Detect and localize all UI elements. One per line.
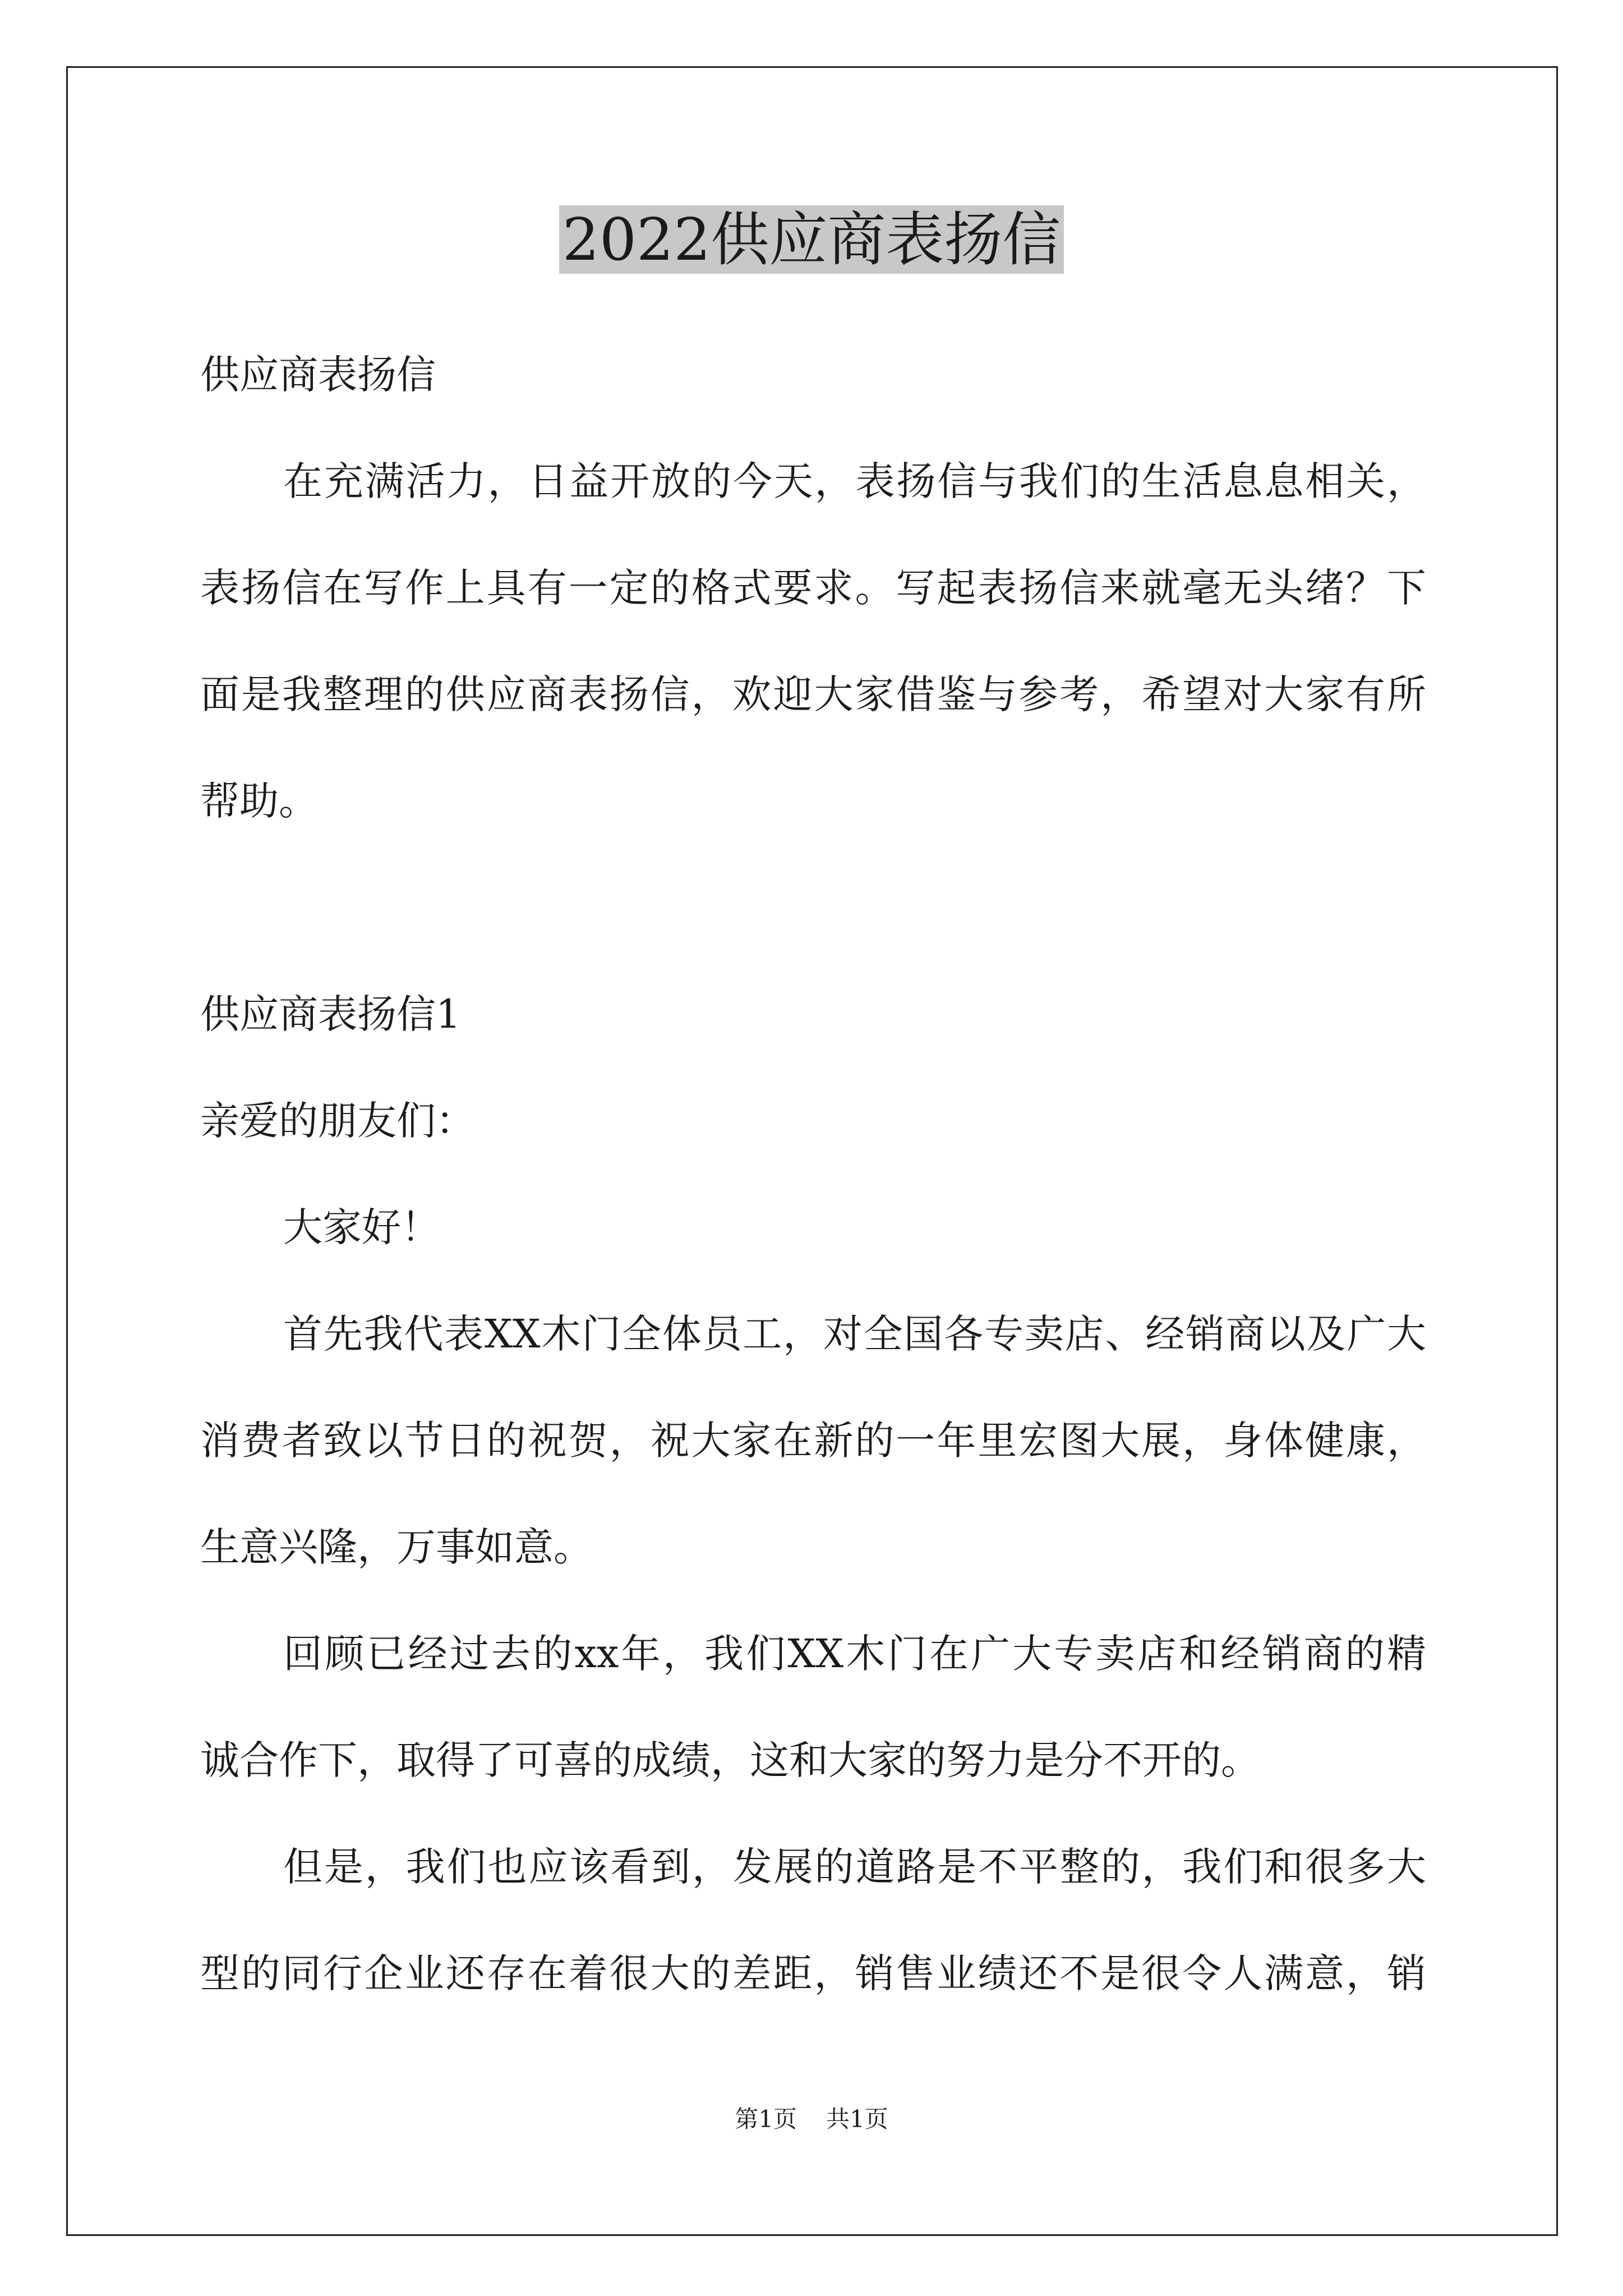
paragraph-line: 首先我代表XX木门全体员工，对全国各专卖店、经销商以及广大: [283, 1311, 1426, 1357]
section-heading: 供应商表扬信1: [200, 991, 461, 1037]
page-number: 第1页: [735, 2105, 797, 2133]
page-total: 共1页: [826, 2105, 888, 2133]
salutation: 亲爱的朋友们：: [200, 1098, 475, 1144]
document-title: [0, 197, 1623, 282]
paragraph-line: 在充满活力，日益开放的今天，表扬信与我们的生活息息相关，: [283, 458, 1426, 504]
paragraph-line: 面是我整理的供应商表扬信，欢迎大家借鉴与参考，希望对大家有所: [200, 671, 1426, 717]
paragraph-line: 消费者致以节日的祝贺，祝大家在新的一年里宏图大展，身体健康，: [200, 1418, 1426, 1464]
section-heading: 供应商表扬信: [200, 352, 436, 398]
paragraph-line: 表扬信在写作上具有一定的格式要求。写起表扬信来就毫无头绪？下: [200, 565, 1426, 611]
paragraph-line: 型的同行企业还存在着很大的差距，销售业绩还不是很令人满意，销: [200, 1950, 1426, 1996]
title-text: 2022供应商表扬信: [559, 205, 1064, 274]
greeting: 大家好！: [283, 1204, 440, 1250]
paragraph-line: 帮助。: [200, 778, 318, 824]
paragraph-line: 但是，我们也应该看到，发展的道路是不平整的，我们和很多大: [283, 1844, 1426, 1890]
paragraph-line: 回顾已经过去的xx年，我们XX木门在广大专卖店和经销商的精: [283, 1631, 1426, 1677]
page-footer: [0, 2102, 1623, 2136]
paragraph-line: 生意兴隆，万事如意。: [200, 1524, 593, 1570]
paragraph-line: 诚合作下，取得了可喜的成绩，这和大家的努力是分不开的。: [200, 1737, 1260, 1783]
